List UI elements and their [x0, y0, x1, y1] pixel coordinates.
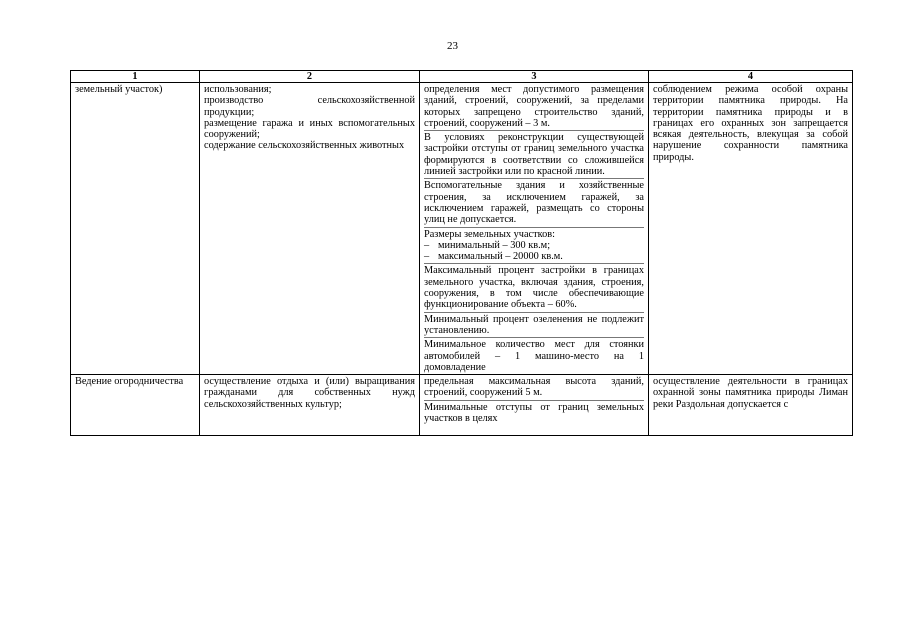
header-cell-1: 1: [71, 71, 200, 83]
use-item: производство сельскохозяйственной продукции;: [204, 95, 415, 118]
cell-permitted-uses: [200, 375, 420, 436]
dash-glyph: –: [424, 251, 430, 263]
param-paragraph: предельная максимальная высота зданий, строений, сооружений 5 м.: [424, 376, 644, 401]
use-item: использования;: [204, 84, 272, 95]
param-paragraph: В условиях реконструкции существующей застройки отступы от границ земельного участка формируются в соответствии со сложившейся линией застройки или по красной линии.: [424, 132, 644, 179]
cell-land-type: [71, 375, 200, 436]
land-type-text: Ведение огородничества: [75, 376, 184, 388]
param-paragraph: Максимальный процент застройки в границах земельного участка, включая здания, строения, сооружения, в том числе обеспечивающие функционирование объекта – 60%.: [424, 265, 644, 312]
list-item-text: минимальный – 300 кв.м;: [438, 239, 551, 251]
list-item-text: максимальный – 20000 кв.м.: [438, 251, 563, 263]
use-item: содержание сельскохозяйственных животных: [204, 140, 405, 152]
cell-restrictions: [649, 83, 853, 375]
list-item: [424, 240, 644, 251]
cell-land-type: [71, 83, 200, 375]
cell-restrictions: [649, 375, 853, 436]
use-item: осуществление отдыха и (или) выращивания гражданами для собственных нужд сельскохозяйственных культур;: [204, 376, 415, 410]
param-paragraph: Минимальный процент озеленения не подлежит установлению.: [424, 314, 644, 339]
header-cell-4: 4: [649, 71, 853, 83]
dash-glyph: –: [424, 239, 430, 251]
regulations-table: [70, 70, 853, 436]
param-paragraph: Размеры земельных участков:: [424, 228, 555, 240]
param-paragraph: Минимальные отступы от границ земельных участков в целях: [424, 401, 644, 425]
param-paragraph: определения мест допустимого размещения зданий, строений, сооружений, за пределами которых запрещено строительство зданий, строений, сооружений – 3 м.: [424, 84, 644, 131]
cell-parameters: [420, 83, 649, 375]
use-item: размещение гаража и иных вспомогательных сооружений;: [204, 117, 415, 141]
table-row: [71, 375, 853, 436]
page-number: 23: [447, 40, 458, 52]
table-row: [71, 83, 853, 375]
header-cell-3: 3: [420, 71, 649, 83]
param-paragraph: Минимальное количество мест для стоянки автомобилей – 1 машино-место на 1 домовладение: [424, 339, 644, 373]
param-paragraph: Вспомогательные здания и хозяйственные строения, за исключением гаражей, за исключением гаражей, размещать со стороны улиц не допускается.: [424, 180, 644, 227]
table-header-row: [71, 71, 853, 83]
restriction-text: осуществление деятельности в границах охранной зоны памятника природы Лиман реки Раздольная допускается с: [653, 376, 848, 410]
cell-permitted-uses: [200, 83, 420, 375]
header-cell-2: 2: [200, 71, 420, 83]
list-item: [424, 251, 644, 264]
land-type-text: земельный участок): [75, 84, 163, 95]
cell-parameters: [420, 375, 649, 436]
restriction-text: соблюдением режима особой охраны территории памятника природы. На территории памятника природы и в границах его охранных зон запрещается всякая деятельность, влекущая за собой нарушение сохранности памятника природы.: [653, 84, 848, 163]
